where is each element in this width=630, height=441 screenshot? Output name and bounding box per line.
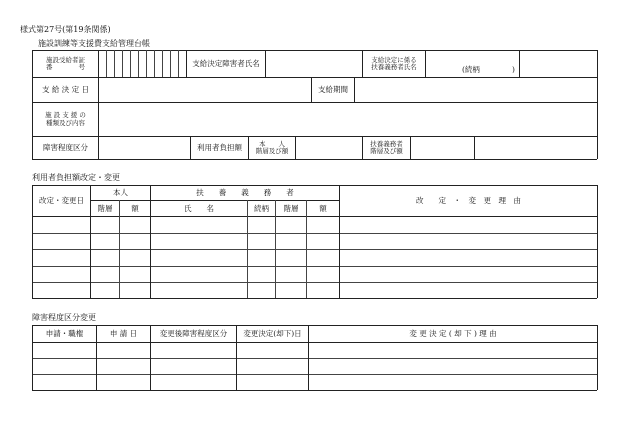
decision-date-label: 支 給 決 定 日 (41, 85, 90, 95)
period-label: 支給期間 (318, 85, 348, 95)
recipient-name-label: 支給決定障害者氏名 (192, 59, 260, 69)
col-apply-date: 申 請 日 (109, 329, 138, 339)
user-burden-label: 利用者負担額 (197, 143, 242, 153)
col-change-reason: 改 定 ・ 変 更 理 由 (416, 196, 521, 206)
col-new-class: 変更後障害程度区分 (159, 329, 228, 339)
sub-guardian-level: 階層 (283, 203, 299, 213)
ledger-title: 施設訓練等支援費支給管理台帳 (38, 39, 150, 48)
col-decision-date: 変更決定(却下)日 (243, 329, 302, 339)
sub-guardian-relation: 続柄 (254, 203, 269, 213)
cert-number-label: 施設受給者証 番 号 (46, 55, 85, 71)
col-guardian: 扶 養 義 務 者 (196, 188, 294, 198)
burden-section-title: 利用者負担額改定・変更 (32, 173, 120, 182)
guardian-level-label: 扶養義務者 階層及び額 (370, 139, 403, 155)
disability-class-label: 障害程度区分 (43, 143, 88, 153)
relation-close: ) (512, 65, 515, 74)
col-applicant: 申請・職権 (45, 329, 84, 339)
guardian-name-label: 支給決定に係る 扶養義務者氏名 (371, 55, 417, 71)
class-section-title: 障害程度区分変更 (32, 313, 96, 322)
col-self: 本人 (113, 188, 128, 198)
facility-support-label: 施 設 支 援 の 種類及び内容 (45, 111, 86, 127)
sub-guardian-amount: 額 (319, 203, 327, 213)
col-change-date: 改定・変更日 (39, 196, 84, 206)
sub-self-amount: 額 (131, 203, 139, 213)
col-decision-reason: 変 更 決 定 ( 却 下 ) 理 由 (409, 329, 497, 339)
self-level-label: 本 人 階層及び額 (255, 139, 289, 155)
form-number: 様式第27号(第19条関係) (20, 25, 111, 34)
sub-self-level: 階層 (97, 203, 113, 213)
sub-guardian-name: 氏 名 (184, 203, 214, 213)
relation-label: (続柄 (462, 65, 480, 74)
